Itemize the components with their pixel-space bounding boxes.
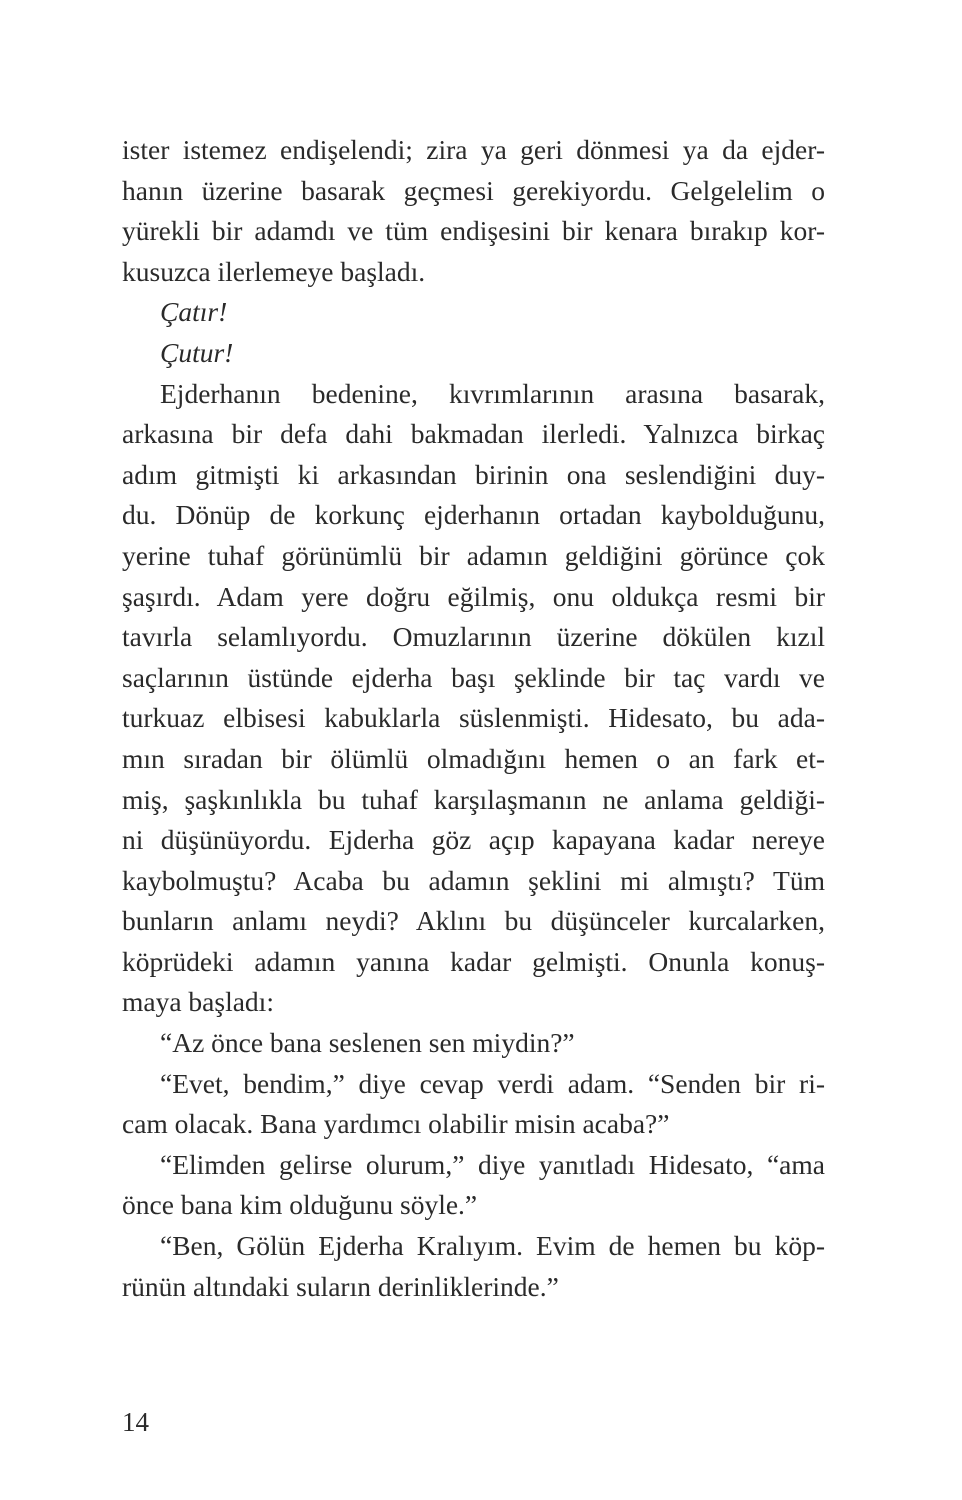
text-line: Ejderhanın bedenine, kıvrımlarının arasına basarak, bbox=[160, 377, 825, 409]
text-line: hanın üzerine basarak geçmesi gerekiyordu. Gelgelelim o bbox=[122, 174, 825, 206]
text-line: miş, şaşkınlıkla bu tuhaf karşılaşmanın ne anlama geldiği- bbox=[122, 783, 825, 815]
text-line: mın sıradan bir ölümlü olmadığını hemen o an fark et- bbox=[122, 742, 825, 774]
text-line: yürekli bir adamdı ve tüm endişesini bir kenara bırakıp kor- bbox=[122, 215, 825, 247]
text-line-italic: Çutur! bbox=[160, 336, 234, 368]
page-number: 14 bbox=[122, 1407, 149, 1437]
text-line: şaşırdı. Adam yere doğru eğilmiş, onu oldukça resmi bir bbox=[122, 580, 825, 612]
text-line: önce bana kim olduğunu söyle.” bbox=[122, 1189, 478, 1221]
text-line: kaybolmuştu? Acaba bu adamın şeklini mi almıştı? Tüm bbox=[122, 864, 825, 896]
text-line: arkasına bir defa dahi bakmadan ilerledi. Yalnızca birkaç bbox=[122, 418, 825, 450]
text-line: “Ben, Gölün Ejderha Kralıyım. Evim de hemen bu köp- bbox=[160, 1230, 825, 1262]
text-line: “Elimden gelirse olurum,” diye yanıtladı Hidesato, “ama bbox=[160, 1148, 825, 1180]
text-line: du. Dönüp de korkunç ejderhanın ortadan kaybolduğunu, bbox=[122, 499, 825, 531]
text-line: “Az önce bana seslenen sen miydin?” bbox=[160, 1027, 575, 1059]
text-line: bunların anlamı neydi? Aklını bu düşünceler kurcalarken, bbox=[122, 905, 825, 937]
text-line: cam olacak. Bana yardımcı olabilir misin acaba?” bbox=[122, 1108, 670, 1140]
text-line: adım gitmişti ki arkasından birinin ona seslendiğini duy- bbox=[122, 458, 825, 490]
text-line: saçlarının üstünde ejderha başı şeklinde bir taç vardı ve bbox=[122, 661, 825, 693]
text-line-italic: Çatır! bbox=[160, 296, 228, 328]
text-line: turkuaz elbisesi kabuklarla süslenmişti. Hidesato, bu ada- bbox=[122, 702, 825, 734]
text-line: kusuzca ilerlemeye başladı. bbox=[122, 255, 426, 287]
text-line: ister istemez endişelendi; zira ya geri dönmesi ya da ejder- bbox=[122, 134, 825, 165]
text-line: tavırla selamlıyordu. Omuzlarının üzerine dökülen kızıl bbox=[122, 621, 825, 653]
text-line: maya başladı: bbox=[122, 986, 274, 1018]
body-text bbox=[122, 130, 825, 1307]
text-line: rünün altındaki suların derinliklerinde.” bbox=[122, 1270, 559, 1302]
text-line: yerine tuhaf görünümlü bir adamın geldiğini görünce çok bbox=[122, 539, 825, 571]
text-line: ni düşünüyordu. Ejderha göz açıp kapayana kadar nereye bbox=[122, 824, 825, 856]
text-line: “Evet, bendim,” diye cevap verdi adam. “Senden bir ri- bbox=[160, 1067, 825, 1099]
text-line: köprüdeki adamın yanına kadar gelmişti. Onunla konuş- bbox=[122, 945, 825, 977]
